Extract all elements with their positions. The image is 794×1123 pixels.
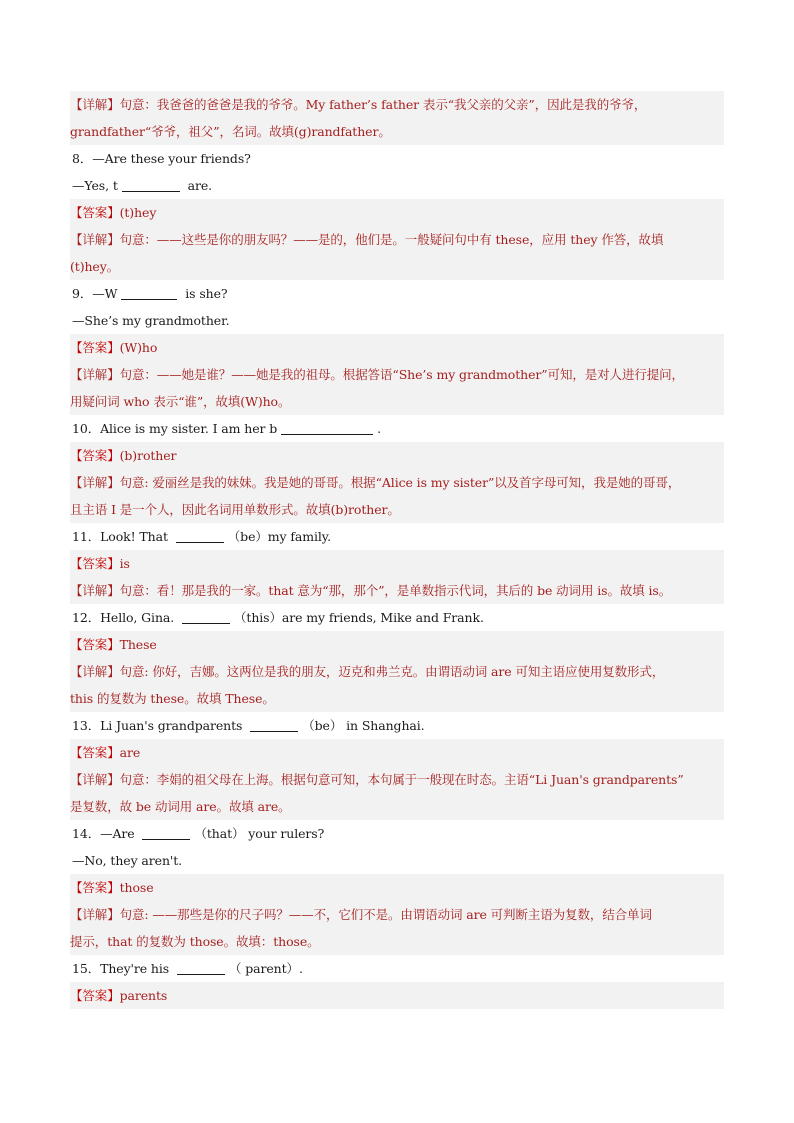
explanation-block xyxy=(70,226,724,280)
answer-line xyxy=(70,550,724,577)
question-text: —Yes, t xyxy=(72,178,118,193)
explanation-block xyxy=(70,361,724,415)
explanation-line: (t)hey。 xyxy=(70,259,120,274)
question-text-tail: （ parent）. xyxy=(228,961,303,976)
answer-line xyxy=(70,442,724,469)
question-text-tail: （be）my family. xyxy=(227,529,331,544)
explanation-line: 是复数，故 be 动词用 are。故填 are。 xyxy=(70,799,291,814)
answer-tag: 【答案】 xyxy=(70,637,120,652)
answer-blank xyxy=(182,609,230,624)
answer-blank xyxy=(142,825,190,840)
explanation-line: 【详解】句意：——这些是你的朋友吗？——是的，他们是。一般疑问句中有 these，应用 they 作答，故填 xyxy=(70,232,664,247)
question-text-tail: are. xyxy=(183,178,213,193)
answer-line xyxy=(70,631,724,658)
answer-tag: 【答案】 xyxy=(70,448,120,463)
answer-line xyxy=(70,334,724,361)
answer-blank xyxy=(177,960,225,975)
question-line xyxy=(70,415,724,442)
explanation-block xyxy=(70,91,724,145)
answer-text: These xyxy=(119,637,157,652)
answer-tag: 【答案】 xyxy=(70,880,120,895)
explanation-line: 【详解】句意: 你好，吉娜。这两位是我的朋友，迈克和弗兰克。由谓语动词 are 可知主语应使用复数形式， xyxy=(70,664,665,679)
explanation-line: 且主语 I 是一个人，因此名词用单数形式。故填(b)rother。 xyxy=(70,502,400,517)
answer-blank xyxy=(250,717,298,732)
explanation-line: 【详解】句意：我爸爸的爸爸是我的爷爷。My father’s father 表示“我父亲的父亲”，因此是我的爷爷， xyxy=(70,97,647,112)
explanation-line: 【详解】句意: ——那些是你的尺子吗？——不，它们不是。由谓语动词 are 可判断主语为复数，结合单词 xyxy=(70,907,652,922)
explanation-line: grandfather“爷爷，祖父”，名词。故填(g)randfather。 xyxy=(70,124,391,139)
document-page xyxy=(70,91,724,1009)
question-text-tail: （this）are my friends, Mike and Frank. xyxy=(234,610,484,625)
answer-blank xyxy=(121,285,177,300)
answer-tag: 【答案】 xyxy=(70,988,120,1003)
question-text: 13．Li Juan's grandparents xyxy=(72,718,247,733)
answer-tag: 【答案】 xyxy=(70,340,120,355)
question-line xyxy=(70,145,724,172)
explanation-block xyxy=(70,469,724,523)
question-line xyxy=(70,523,724,550)
answer-tag: 【答案】 xyxy=(70,205,120,220)
question-text-tail: is she? xyxy=(181,286,228,301)
question-text: 12．Hello, Gina. xyxy=(72,610,179,625)
answer-tag: 【答案】 xyxy=(70,745,120,760)
question-text-tail: （be） in Shanghai. xyxy=(302,718,425,733)
question-line xyxy=(70,307,724,334)
answer-tag: 【答案】 xyxy=(70,556,120,571)
answer-line xyxy=(70,982,724,1009)
answer-text: are xyxy=(119,745,141,760)
explanation-block xyxy=(70,577,724,604)
question-text-tail: . xyxy=(377,421,382,436)
explanation-block xyxy=(70,658,724,712)
answer-blank xyxy=(176,528,224,543)
answer-text: those xyxy=(119,880,154,895)
question-line xyxy=(70,847,724,874)
explanation-line: this 的复数为 these。故填 These。 xyxy=(70,691,275,706)
answer-line xyxy=(70,199,724,226)
answer-text: is xyxy=(119,556,130,571)
explanation-line: 【详解】句意: 爱丽丝是我的妹妹。我是她的哥哥。根据“Alice is my sister”以及首字母可知，我是她的哥哥， xyxy=(70,475,681,490)
question-text: 10．Alice is my sister. I am her b xyxy=(72,421,278,436)
question-text: 11．Look! That xyxy=(72,529,172,544)
question-line xyxy=(70,955,724,982)
explanation-line: 用疑问词 who 表示“谁”，故填(W)ho。 xyxy=(70,394,291,409)
answer-text: (b)rother xyxy=(119,448,177,463)
question-line xyxy=(70,172,724,199)
explanation-line: 【详解】句意：李娟的祖父母在上海。根据句意可知，本句属于一般现在时态。主语“Li Juan's grandparents” xyxy=(70,772,684,787)
answer-line xyxy=(70,874,724,901)
question-text-tail: （that） your rulers? xyxy=(194,826,325,841)
question-text: —She’s my grandmother. xyxy=(72,313,230,328)
explanation-line: 【详解】句意：看！那是我的一家。that 意为“那，那个”，是单数指示代词，其后的 be 动词用 is。故填 is。 xyxy=(70,583,672,598)
question-text: —No, they aren't. xyxy=(72,853,183,868)
answer-text: (W)ho xyxy=(119,340,158,355)
question-line xyxy=(70,604,724,631)
answer-text: (t)hey xyxy=(119,205,157,220)
question-text: 15．They're his xyxy=(72,961,173,976)
answer-line xyxy=(70,739,724,766)
explanation-block xyxy=(70,901,724,955)
question-text: 14．—Are xyxy=(72,826,139,841)
answer-blank xyxy=(281,420,373,435)
question-line xyxy=(70,280,724,307)
explanation-line: 提示，that 的复数为 those。故填：those。 xyxy=(70,934,320,949)
question-text: 9．—W xyxy=(72,286,118,301)
explanation-line: 【详解】句意：——她是谁？——她是我的祖母。根据答语“She’s my grandmother”可知，是对人进行提问， xyxy=(70,367,684,382)
question-line xyxy=(70,820,724,847)
question-line xyxy=(70,712,724,739)
answer-text: parents xyxy=(119,988,168,1003)
explanation-block xyxy=(70,766,724,820)
question-text: 8．—Are these your friends? xyxy=(72,151,251,166)
answer-blank xyxy=(122,177,180,192)
